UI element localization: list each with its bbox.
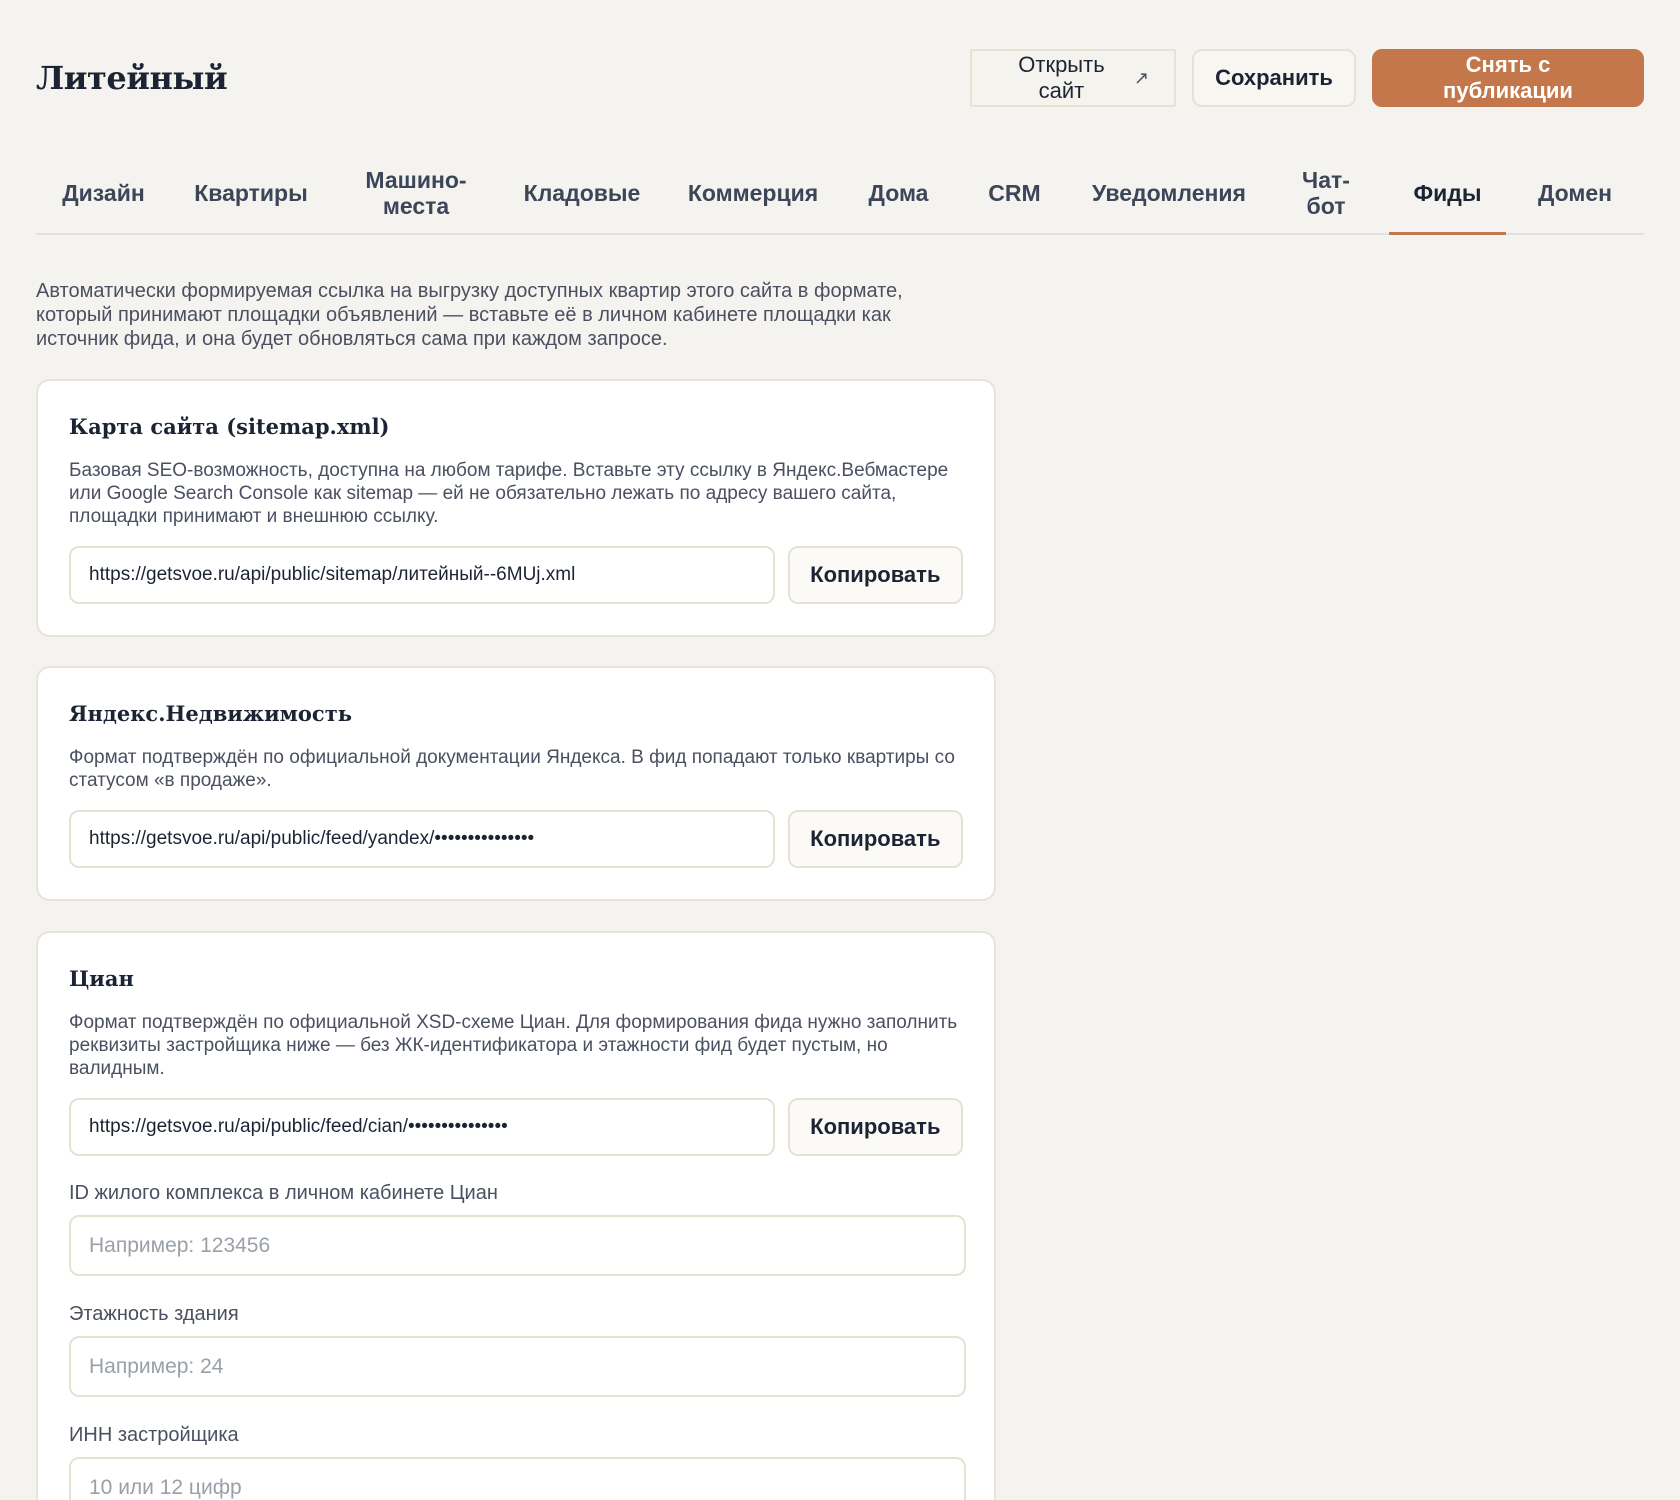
complex-id-input[interactable] bbox=[69, 1215, 966, 1276]
unpublish-button[interactable]: Снять с публикации bbox=[1372, 49, 1644, 107]
cian-feed-description: Формат подтверждён по официальной XSD-схеме Циан. Для формирования фида нужно заполнить реквизиты застройщика ниже — без ЖК-идентификатора и этажности фид будет пустым, но валидным. bbox=[69, 1012, 958, 1079]
tab-houses[interactable]: Дома bbox=[868, 179, 929, 206]
sitemap-description: Базовая SEO-возможность, доступна на любом тарифе. Вставьте эту ссылку в Яндекс.Вебмастере или Google Search Console как sitemap — ей не обязательно лежать по адресу вашего сайта, площадки принимают и внешнюю ссылку. bbox=[69, 460, 949, 527]
cian-feed-url-field[interactable]: https://getsvoe.ru/api/public/feed/cian/••••••••••••••• bbox=[69, 1098, 775, 1156]
tab-chatbot[interactable]: Чат- бот bbox=[1302, 166, 1350, 219]
tab-crm[interactable]: CRM bbox=[988, 179, 1041, 206]
settings-tabs bbox=[36, 152, 1644, 235]
sitemap-url-field[interactable]: https://getsvoe.ru/api/public/sitemap/литейный--6MUj.xml bbox=[69, 546, 775, 604]
page-header bbox=[36, 48, 1644, 108]
tab-design[interactable]: Дизайн bbox=[62, 179, 145, 206]
header-actions bbox=[970, 49, 1644, 107]
tab-domain[interactable]: Домен bbox=[1537, 179, 1613, 206]
sitemap-title: Карта сайта (sitemap.xml) bbox=[69, 414, 390, 439]
cian-feed-title: Циан bbox=[69, 966, 134, 991]
sitemap-copy-button[interactable]: Копировать bbox=[788, 546, 963, 604]
developer-inn-label: ИНН застройщика bbox=[69, 1424, 239, 1446]
cian-copy-button[interactable]: Копировать bbox=[788, 1098, 963, 1156]
yandex-feed-title: Яндекс.Недвижимость bbox=[69, 701, 352, 726]
yandex-url-row bbox=[69, 810, 963, 868]
tab-notifications[interactable]: Уведомления bbox=[1092, 179, 1246, 206]
external-link-icon: ↗ bbox=[1133, 67, 1149, 88]
page-title: Литейный bbox=[36, 59, 228, 97]
cian-feed-card bbox=[36, 931, 996, 1500]
yandex-feed-description: Формат подтверждён по официальной документации Яндекса. В фид попадают только квартиры со статусом «в продаже». bbox=[69, 747, 955, 791]
complex-id-label: ID жилого комплекса в личном кабинете Циан bbox=[69, 1182, 498, 1204]
tab-parking[interactable]: Машино- места bbox=[365, 166, 467, 219]
yandex-feed-url-field[interactable]: https://getsvoe.ru/api/public/feed/yandex/••••••••••••••• bbox=[69, 810, 775, 868]
tab-storage[interactable]: Кладовые bbox=[523, 179, 641, 206]
tab-feeds[interactable]: Фиды bbox=[1389, 152, 1506, 233]
open-site-button[interactable] bbox=[970, 49, 1176, 107]
yandex-copy-button[interactable]: Копировать bbox=[788, 810, 963, 868]
sitemap-url-row bbox=[69, 546, 963, 604]
tab-commercial[interactable]: Коммерция bbox=[687, 179, 819, 206]
floors-input[interactable] bbox=[69, 1336, 966, 1397]
developer-inn-input[interactable] bbox=[69, 1457, 966, 1500]
sitemap-card bbox=[36, 379, 996, 637]
open-site-label: Открыть сайт bbox=[1018, 52, 1105, 103]
floors-label: Этажность здания bbox=[69, 1303, 239, 1325]
feeds-intro-text: Автоматически формируемая ссылка на выгрузку доступных квартир этого сайта в формате, который принимают площадки объявлений — вставьте её в личном кабинете площадки как источник фида, и она будет обновляться сама при каждом запросе. bbox=[36, 280, 903, 350]
cian-url-row bbox=[69, 1098, 963, 1156]
yandex-feed-card bbox=[36, 666, 996, 901]
save-button[interactable]: Сохранить bbox=[1192, 49, 1356, 107]
tab-apartments[interactable]: Квартиры bbox=[194, 179, 308, 206]
